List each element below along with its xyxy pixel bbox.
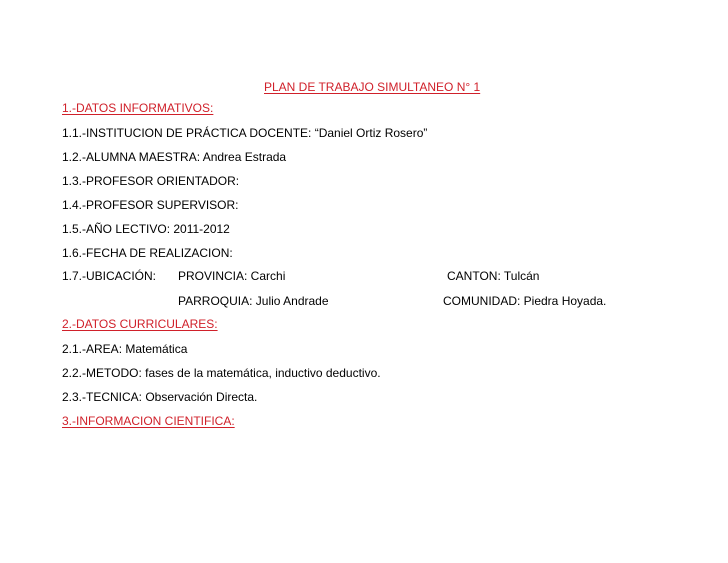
section-heading-datos-curriculares: 2.-DATOS CURRICULARES: [62, 317, 218, 331]
item-institucion: 1.1.-INSTITUCION DE PRÁCTICA DOCENTE: “Daniel Ortiz Rosero” [62, 126, 428, 140]
item-metodo: 2.2.-METODO: fases de la matemática, inductivo deductivo. [62, 366, 381, 380]
item-fecha-realizacion: 1.6.-FECHA DE REALIZACION: [62, 246, 233, 260]
item-alumna-maestra: 1.2.-ALUMNA MAESTRA: Andrea Estrada [62, 150, 287, 164]
item-profesor-orientador: 1.3.-PROFESOR ORIENTADOR: [62, 174, 240, 188]
item-area: 2.1.-AREA: Matemática [62, 342, 188, 356]
item-profesor-supervisor: 1.4.-PROFESOR SUPERVISOR: [62, 198, 239, 212]
item-parroquia: PARROQUIA: Julio Andrade [178, 294, 329, 308]
document-title: PLAN DE TRABAJO SIMULTANEO N° 1 [264, 80, 481, 94]
item-canton: CANTON: Tulcán [447, 269, 540, 283]
section-heading-datos-informativos: 1.-DATOS INFORMATIVOS: [62, 101, 214, 115]
item-ubicacion-label: 1.7.-UBICACIÓN: [62, 269, 157, 283]
section-heading-informacion-cientifica: 3.-INFORMACION CIENTIFICA: [62, 414, 235, 428]
item-comunidad: COMUNIDAD: Piedra Hoyada. [443, 294, 607, 308]
item-anio-lectivo: 1.5.-AÑO LECTIVO: 2011-2012 [62, 222, 230, 236]
item-tecnica: 2.3.-TECNICA: Observación Directa. [62, 390, 258, 404]
item-provincia: PROVINCIA: Carchi [178, 269, 286, 283]
